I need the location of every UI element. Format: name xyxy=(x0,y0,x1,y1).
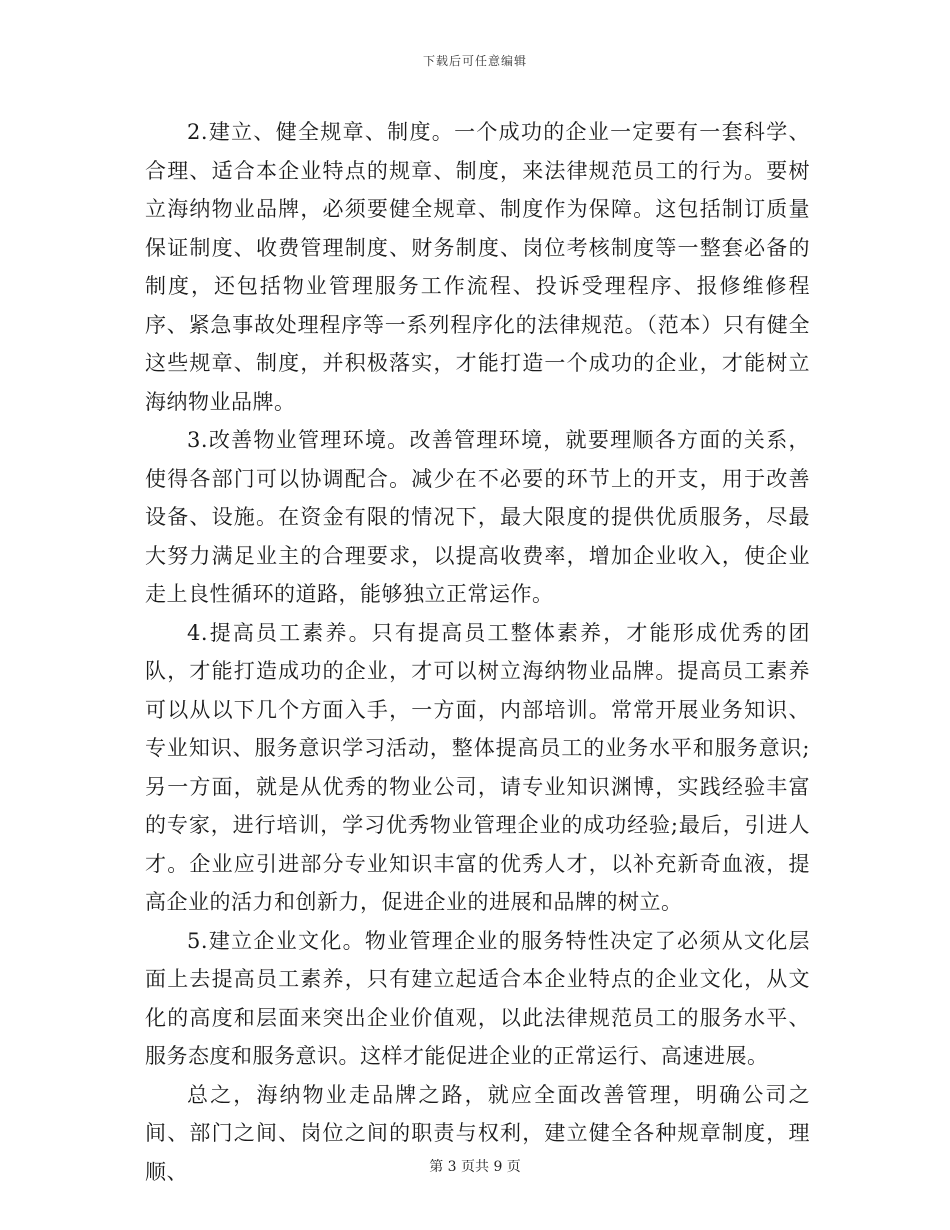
document-body xyxy=(145,113,810,1191)
paragraph-conclusion: 总之，海纳物业走品牌之路，就应全面改善管理，明确公司之间、部门之间、岗位之间的职责与权利，建立健全各种规章制度，理顺、 xyxy=(145,1082,810,1184)
page-header: 下载后可任意编辑 xyxy=(422,54,527,68)
paragraph-staff-quality: 4.提高员工素养。只有提高员工整体素养，才能形成优秀的团队，才能打造成功的企业，才可以树立海纳物业品牌。提高员工素养可以从以下几个方面入手，一方面，内部培训。常常开展业务知识、专业知识、服务意识学习活动，整体提高员工的业务水平和服务意识;另一方面，就是从优秀的物业公司，请专业知识渊博，实践经验丰富的专家，进行培训，学习优秀物业管理企业的成功经验;最后，引进人才。企业应引进部分专业知识丰富的优秀人才，以补充新奇血液，提高企业的活力和创新力，促进企业的进展和品牌的树立。 xyxy=(145,620,810,914)
page-number: 第 3 页共 9 页 xyxy=(429,1159,521,1175)
paragraph-environment: 3.改善物业管理环境。改善管理环境，就要理顺各方面的关系，使得各部门可以协调配合。减少在不必要的环节上的开支，用于改善设备、设施。在资金有限的情况下，最大限度的提供优质服务，尽最大努力满足业主的合理要求，以提高收费率，增加企业收入，使企业走上良性循环的道路，能够独立正常运作。 xyxy=(145,428,810,606)
paragraph-corporate-culture: 5.建立企业文化。物业管理企业的服务特性决定了必须从文化层面上去提高员工素养，只有建立起适合本企业特点的企业文化，从文化的高度和层面来突出企业价值观，以此法律规范员工的服务水平、服务态度和服务意识。这样才能促进企业的正常运行、高速进展。 xyxy=(145,928,810,1068)
paragraph-regulations: 2.建立、健全规章、制度。一个成功的企业一定要有一套科学、合理、适合本企业特点的规章、制度，来法律规范员工的行为。要树立海纳物业品牌，必须要健全规章、制度作为保障。这包括制订质量保证制度、收费管理制度、财务制度、岗位考核制度等一整套必备的制度，还包括物业管理服务工作流程、投诉受理程序、报修维修程序、紧急事故处理程序等一系列程序化的法律规范。（范本）只有健全这些规章、制度，并积极落实，才能打造一个成功的企业，才能树立海纳物业品牌。 xyxy=(145,120,810,414)
